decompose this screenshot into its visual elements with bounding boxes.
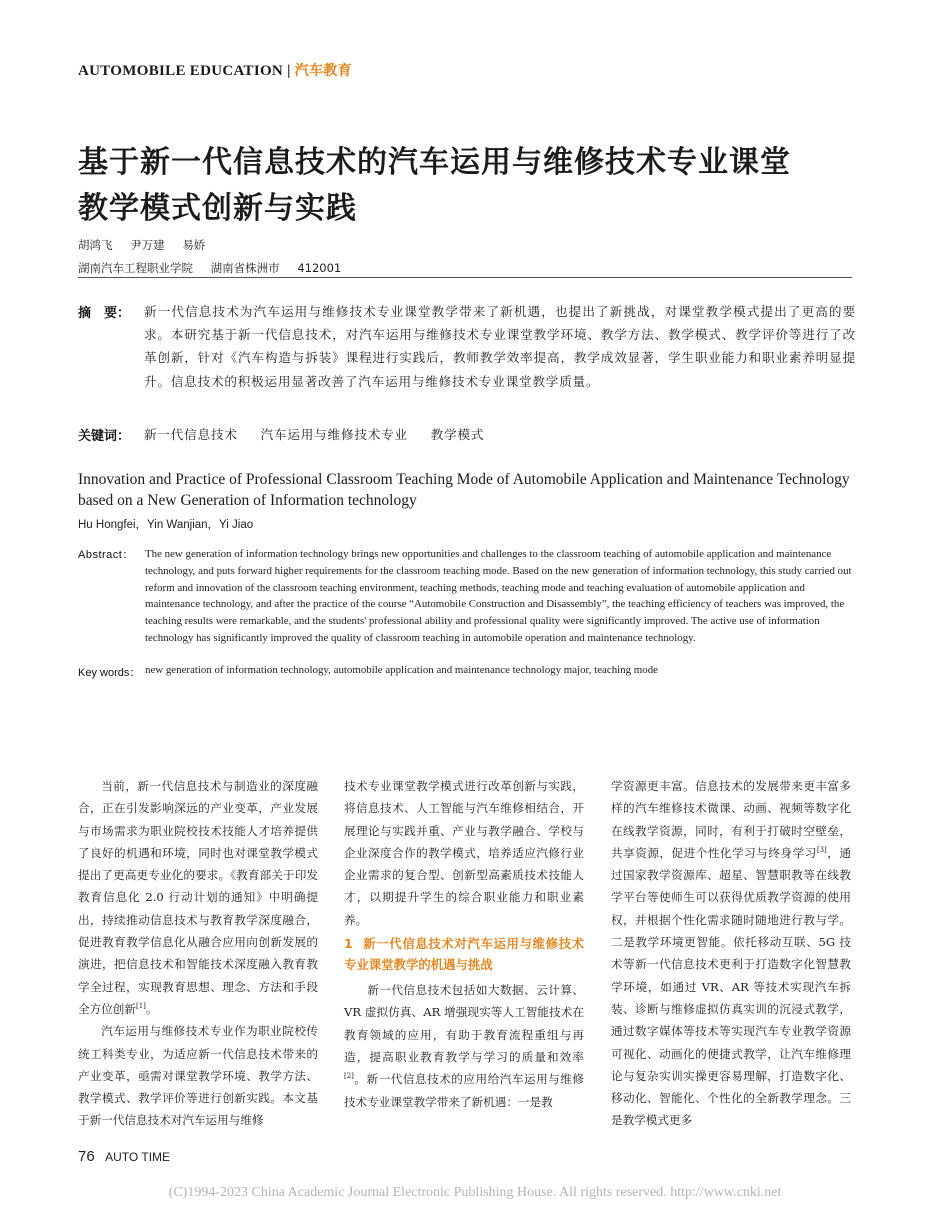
citation-ref: [3] bbox=[816, 846, 827, 855]
body-paragraph: 新一代信息技术包括如大数据、云计算、VR 虚拟仿真、AR 增强现实等人工智能技术在教育领域的应用，有助于教育流程重组与再造，提高职业教育教学与学习的质量和效率[2]。新一代信息技术的应用给汽车运用与维修技术专业课堂教学带来了新机遇：一是教 bbox=[344, 983, 584, 1109]
cn-keywords bbox=[144, 424, 502, 443]
section-title: 新一代信息技术对汽车运用与维修技术专业课堂教学的机遇与挑战 bbox=[344, 936, 584, 973]
section-number: 1 bbox=[344, 936, 353, 952]
body-column-2 bbox=[344, 775, 584, 1113]
affiliation-location: 湖南省株洲市 bbox=[210, 261, 280, 275]
paper-title-line-2: 教学模式创新与实践 bbox=[78, 191, 357, 226]
body-paragraph: 学资源更丰富。信息技术的发展带来更丰富多样的汽车维修技术微课、动画、视频等数字化在线教学资源，同时，有利于打破时空壁垒，共享资源，促进个性化学习与终身学习[3]，通过国家教学资源库、超星、智慧职教等在线教学平台等使师生可以获得优质教学资源的使用权，并根据个性化需求随时随地进行教与学。二是教学环境更智能。依托移动互联、5G 技术等新一代信息技术更利于打造数字化智慧教学环境，如通过 VR、AR 等技术实现汽车拆装、诊断与维修虚拟仿真实训的沉浸式教学，通过数字媒体等技术等实现汽车专业教学资源可视化、动画化的便捷式教学，让汽车维修理论与复杂实训实操更容易理解，打造数字化、移动化、智能化、个性化的全新教学理念。三是教学模式更多 bbox=[611, 779, 851, 1128]
citation-ref: [1] bbox=[135, 1002, 146, 1011]
section-heading bbox=[344, 933, 584, 975]
body-paragraph: 汽车运用与维修技术专业作为职业院校传统工科类专业，为适应新一代信息技术带来的产业变革，亟需对课堂教学环境、教学方法、教学模式、教学评价等进行创新实践。本文基于新一代信息技术对汽车运用与维修 bbox=[78, 1024, 318, 1128]
cn-keyword: 教学模式 bbox=[430, 427, 485, 442]
page-footer bbox=[78, 1148, 170, 1166]
affiliation bbox=[78, 260, 355, 276]
citation-ref: [2] bbox=[344, 1072, 354, 1081]
en-abstract-text: The new generation of information technology brings new opportunities and challenges to the classroom teaching of automobile application and maintenance technology, and puts forward higher requirements for the classroom teaching mode. Based on the new generation of information technology, this study carried out reform and innovation of the classroom teaching environment, teaching methods, teaching mode and teaching evaluation of automobile application and maintenance technology, and after the practice of the course “Automobile Construction and Disassembly”, the teaching efficiency of teachers was improved, the teaching results were remarkable, and the students' professional ability and professional quality were significantly improved. The active use of information technology has significantly improved the quality of classroom teaching in automobile operation and maintenance technology. bbox=[145, 548, 852, 644]
affiliation-postcode: 412001 bbox=[297, 261, 342, 275]
body-paragraph: 技术专业课堂教学模式进行改革创新与实践，将信息技术、人工智能与汽车维修相结合，开展理论与实践并重、产业与教学融合、学校与企业深度合作的教学模式，培养适应汽修行业企业需求的复合型、创新型高素质技术技能人才，以期提升学生的综合职业能力和职业素养。 bbox=[344, 779, 584, 927]
cn-abstract-label: 摘 要： bbox=[78, 306, 131, 321]
author: 胡鸿飞 bbox=[78, 238, 113, 252]
page-number: 76 bbox=[78, 1148, 95, 1165]
english-authors: Hu Hongfei，Yin Wanjian，Yi Jiao bbox=[78, 519, 254, 531]
cn-keyword: 新一代信息技术 bbox=[144, 427, 238, 442]
body-column-1 bbox=[78, 775, 318, 1132]
header-divider bbox=[78, 277, 852, 278]
en-keywords-label: Key words： bbox=[78, 667, 141, 679]
cn-keywords-label: 关键词： bbox=[78, 429, 131, 444]
cn-keyword: 汽车运用与维修技术专业 bbox=[260, 427, 408, 442]
body-column-3 bbox=[611, 775, 851, 1132]
section-separator: | bbox=[287, 63, 291, 79]
paper-title bbox=[78, 140, 878, 232]
cn-abstract-text: 新一代信息技术为汽车运用与维修技术专业课堂教学带来了新机遇，也提出了新挑战，对课堂教学模式提出了更高的要求。本研究基于新一代信息技术，对汽车运用与维修技术专业课堂教学环境、教学方法、教学模式、教学评价等进行了改革创新，针对《汽车构造与拆装》课程进行实践后，教师教学效率提高，教学成效显著，学生职业能力和职业素养明显提升。信息技术的积极运用显著改善了汽车运用与维修技术专业课堂教学质量。 bbox=[144, 304, 856, 389]
author: 尹万建 bbox=[130, 238, 165, 252]
en-abstract-label: Abstract： bbox=[78, 549, 134, 561]
english-title: Innovation and Practice of Professional Classroom Teaching Mode of Automobile Application and Maintenance Technology based on a New Generation of Information technology bbox=[78, 471, 850, 509]
en-keywords-text: new generation of information technology, automobile application and maintenance technology major, teaching mode bbox=[145, 664, 658, 676]
section-name-cn: 汽车教育 bbox=[294, 63, 352, 79]
affiliation-institution: 湖南汽车工程职业学院 bbox=[78, 261, 193, 275]
journal-section-header bbox=[78, 60, 352, 80]
paper-title-line-1: 基于新一代信息技术的汽车运用与维修技术专业课堂 bbox=[78, 145, 791, 180]
author: 易娇 bbox=[182, 238, 206, 252]
copyright-notice: (C)1994-2023 China Academic Journal Electronic Publishing House. All rights reserved. http://www.cnki.net bbox=[168, 1185, 782, 1200]
section-name-en: AUTOMOBILE EDUCATION bbox=[78, 63, 284, 79]
body-paragraph: 当前，新一代信息技术与制造业的深度融合，正在引发影响深远的产业变革，产业发展与市场需求为职业院校技术技能人才培养提供了良好的机遇和环境，同时也对课堂教学模式提出了更高更专业化的要求。《教育部关于印发教育信息化 2.0 行动计划的通知》中明确提出，持续推动信息技术与教育教学深度融合，促进教育教学信息化从融合应用向创新发展的演进，把信息技术和智能技术深度融入教育教学全过程，实现教育思想、理念、方法和手段全方位创新[1]。 bbox=[78, 779, 318, 1016]
magazine-name: AUTO TIME bbox=[105, 1150, 171, 1164]
author-list bbox=[78, 237, 219, 253]
